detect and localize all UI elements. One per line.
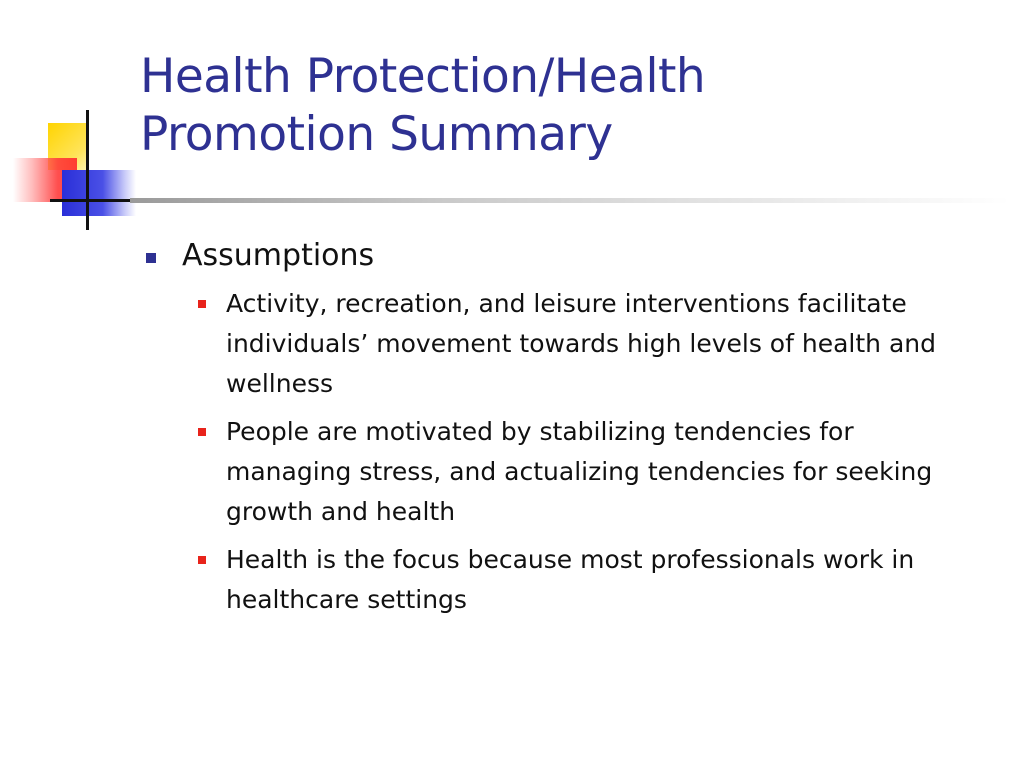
logo-horizontal-line: [50, 199, 140, 202]
bullet-level-1: [140, 234, 1000, 278]
bullet-level-2: [140, 412, 986, 532]
bullet-text: Health is the focus because most professionals work in healthcare settings: [226, 545, 915, 614]
square-bullet-icon: [198, 556, 206, 564]
square-bullet-icon: [198, 428, 206, 436]
logo-vertical-line: [86, 110, 89, 230]
bullet-text: People are motivated by stabilizing tendencies for managing stress, and actualizing tendencies for seeking growth and health: [226, 417, 933, 526]
square-bullet-icon: [198, 300, 206, 308]
square-bullet-icon: [146, 253, 156, 263]
bullet-level-2: [140, 284, 986, 404]
title-divider: [130, 198, 1010, 203]
bullet-text: Activity, recreation, and leisure interventions facilitate individuals’ movement towards high levels of health and wellness: [226, 289, 936, 398]
bullet-level-2: [140, 540, 986, 620]
slide-title-line-2: Promotion Summary: [140, 107, 613, 162]
slide-body: [140, 234, 1000, 628]
slide-title: [140, 48, 1000, 164]
logo-blue-square: [62, 170, 136, 216]
slide-title-line-1: Health Protection/Health: [140, 49, 706, 104]
bullet-text: Assumptions: [182, 238, 375, 273]
decorative-logo: [10, 108, 140, 230]
